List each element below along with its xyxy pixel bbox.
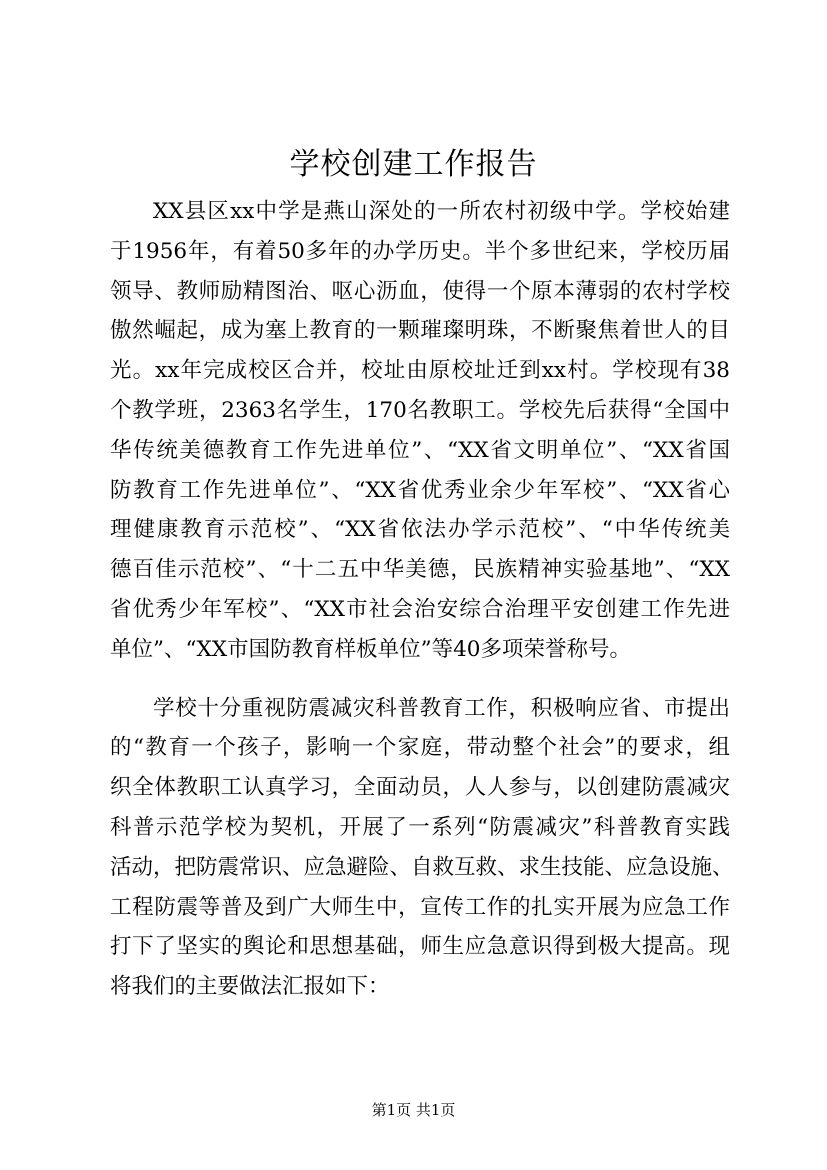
paragraph-2-line: 的“教育一个孩子，影响一个家庭，带动整个社会”的要求，组 <box>110 735 730 761</box>
paragraph-1-line: 光。xx年完成校区合并，校址由原校址迁到xx村。学校现有38 <box>110 358 730 384</box>
paragraph-2-line: 织全体教职工认真学习，全面动员，人人参与，以创建防震减灾 <box>110 775 730 801</box>
paragraph-1-line: 理健康教育示范校”、“XX省依法办学示范校”、“中华传统美 <box>110 517 730 543</box>
document-title: 学校创建工作报告 <box>289 147 538 182</box>
paragraph-1-line: 傲然崛起，成为塞上教育的一颗璀璨明珠，不断聚焦着世人的目 <box>110 318 730 344</box>
paragraph-1-line: XX县区xx中学是燕山深处的一所农村初级中学。学校始建 <box>153 199 730 224</box>
page-footer: 第1页 共1页 <box>371 1101 456 1119</box>
paragraph-2-line: 打下了坚实的舆论和思想基础，师生应急意识得到极大提高。现 <box>110 934 730 960</box>
paragraph-2-line: 学校十分重视防震减灾科普教育工作，积极响应省、市提出 <box>153 695 730 721</box>
paragraph-2-line: 科普示范学校为契机，开展了一系列“防震减灾”科普教育实践 <box>110 814 730 840</box>
paragraph-2-line: 将我们的主要做法汇报如下： <box>110 974 390 1000</box>
paragraph-1-line: 德百佳示范校”、“十二五中华美德，民族精神实验基地”、“XX <box>110 557 730 583</box>
paragraph-1-line: 防教育工作先进单位”、“XX省优秀业余少年军校”、“XX省心 <box>110 477 730 503</box>
paragraph-1-line: 单位”、“XX市国防教育样板单位”等40多项荣誉称号。 <box>110 636 631 662</box>
paragraph-2-line: 工程防震等普及到广大师生中，宣传工作的扎实开展为应急工作 <box>110 894 730 920</box>
paragraph-1-line: 于1956年，有着50多年的办学历史。半个多世纪来，学校历届 <box>110 238 730 264</box>
paragraph-1-line: 省优秀少年军校”、“XX市社会治安综合治理平安创建工作先进 <box>110 596 730 622</box>
paragraph-2-line: 活动，把防震常识、应急避险、自救互救、求生技能、应急设施、 <box>110 854 734 880</box>
paragraph-1-line: 领导、教师励精图治、呕心沥血，使得一个原本薄弱的农村学校 <box>110 278 730 304</box>
paragraph-1-line: 华传统美德教育工作先进单位”、“XX省文明单位”、“XX省国 <box>110 437 730 463</box>
paragraph-1-line: 个教学班，2363名学生，170名教职工。学校先后获得“全国中 <box>110 397 730 423</box>
paragraph-spacer <box>110 670 730 689</box>
document-body <box>110 192 734 1007</box>
